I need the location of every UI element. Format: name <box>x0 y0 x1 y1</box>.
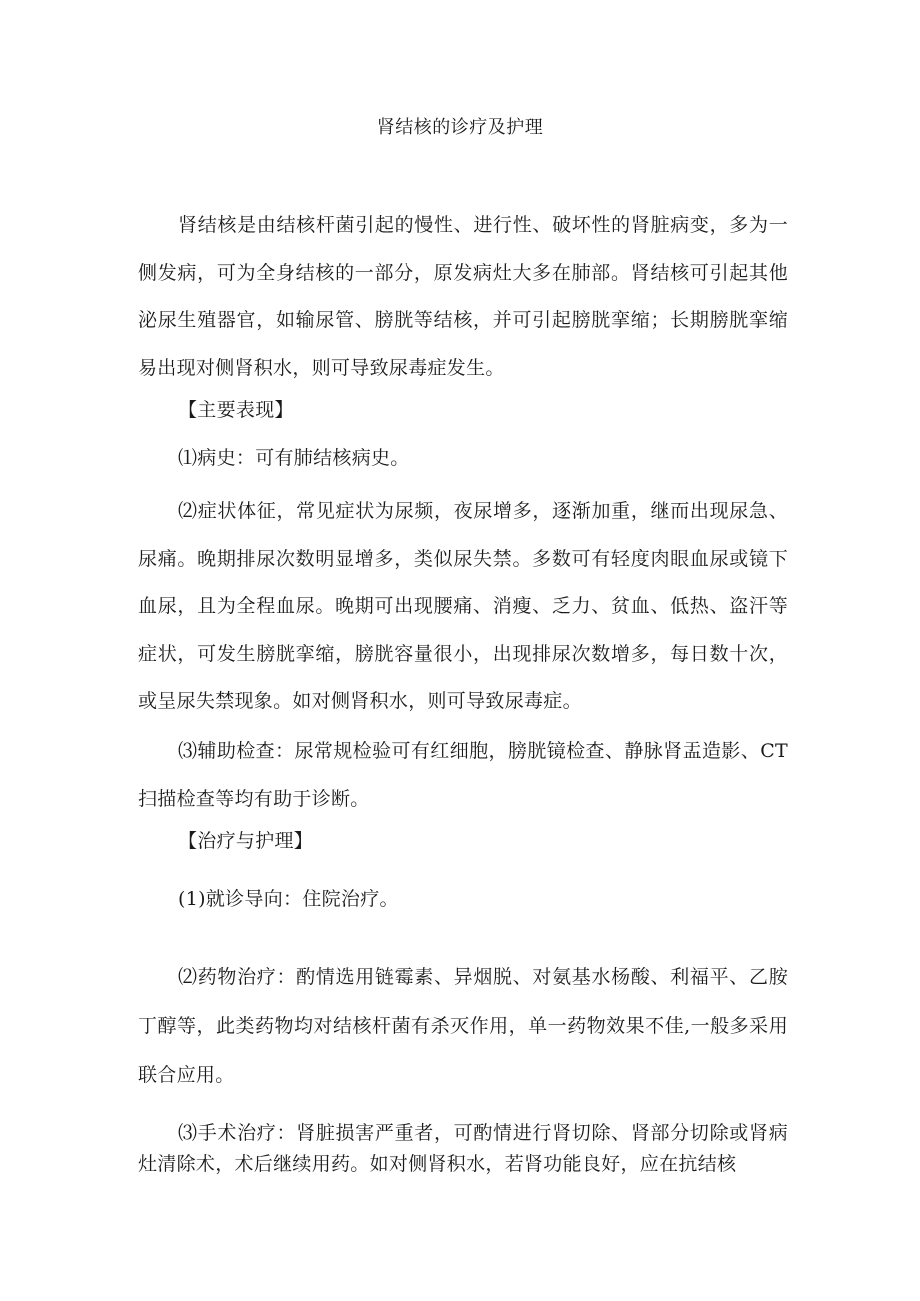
symptom-item-signs: ⑵症状体征，常见症状为尿频，夜尿增多，逐渐加重，继而出现尿急、尿痛。晚期排尿次数明显增多，类似尿失禁。多数可有轻度肉眼血尿或镜下血尿，且为全程血尿。晚期可出现腰痛、消瘦、乏力、贫血、低热、盗汗等症状，可发生膀胱挛缩，膀胱容量很小，出现排尿次数增多，每日数十次，或呈尿失禁现象。如对侧肾积水，则可导致尿毒症。 <box>138 500 788 712</box>
treatment-item-guidance: (1)就诊导向：住院治疗。 <box>178 888 399 910</box>
section-heading-main-symptoms: 【主要表现】 <box>178 399 294 421</box>
intro-paragraph: 肾结核是由结核杆菌引起的慢性、进行性、破坏性的肾脏病变，多为一侧发病，可为全身结核的一部分，原发病灶大多在肺部。肾结核可引起其他泌尿生殖器官，如输尿管、膀胱等结核，并可引起膀胱挛缩；长期膀胱挛缩易出现对侧肾积水，则可导致尿毒症发生。 <box>138 214 788 379</box>
symptom-item-history: ⑴病史：可有肺结核病史。 <box>178 447 410 469</box>
treatment-item-surgery: ⑶手术治疗：肾脏损害严重者，可酌情进行肾切除、肾部分切除或肾病灶清除术，术后继续用药。如对侧肾积水，若肾功能良好，应在抗结核 <box>138 1122 788 1175</box>
document-title: 肾结核的诊疗及护理 <box>376 117 544 138</box>
treatment-item-drugs: ⑵药物治疗：酌情选用链霉素、异烟脱、对氨基水杨酸、利福平、乙胺丁醇等，此类药物均对结核杆菌有杀灭作用，单一药物效果不佳,一般多采用联合应用。 <box>138 966 788 1086</box>
symptom-item-exams: ⑶辅助检查：尿常规检验可有红细胞，膀胱镜检查、静脉肾盂造影、CT扫描检查等均有助于诊断。 <box>138 740 788 810</box>
section-heading-treatment: 【治疗与护理】 <box>178 830 314 852</box>
